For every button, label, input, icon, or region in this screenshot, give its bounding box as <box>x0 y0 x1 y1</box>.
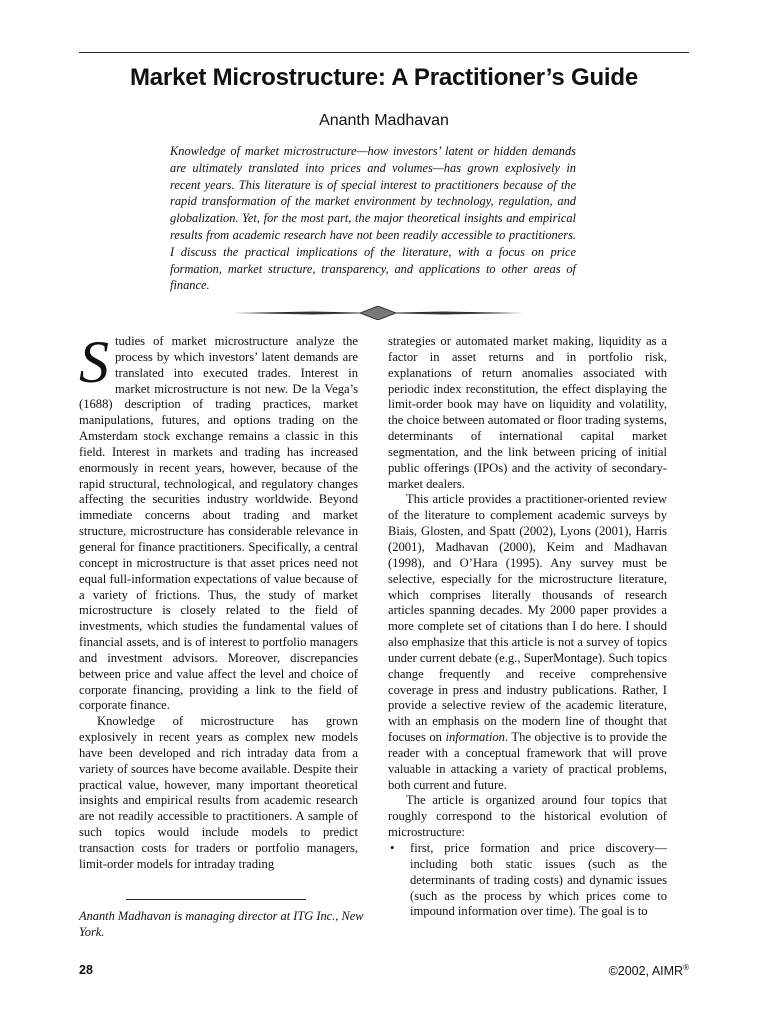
paragraph-3-text-a: This article provides a practitioner-oriented review of the literature to complement academic surveys by Biais, Glosten, and Spatt (2002), Lyons (2001), Harris (2001), Madhavan (2000), Keim and Madhavan (1998), and O’Hara (1995). Any survey must be selective, especially for the microstructure literature, which comprises literally thousands of research articles spanning decades. My 2000 paper provides a more complete set of citations than I do here. I should also emphasize that this article is not a survey of topics under current debate (e.g., SuperMontage). Such topics change frequently and receive comprehensive coverage in press and industry publications. Rather, I provide a selective review of the academic literature, with an emphasis on the modern line of thought that focuses on <box>388 492 667 745</box>
topics-list <box>388 841 667 920</box>
body-column-left <box>79 329 358 873</box>
copyright-notice <box>609 963 689 978</box>
body-column-right <box>388 334 667 920</box>
paragraph-3-text-b: . The objective is to provide the reader with a conceptual framework that will prove valuable in attacking a variety of practical problems, both current and future. <box>388 730 667 792</box>
paragraph-4: The article is organized around four topics that roughly correspond to the historical evolution of microstructure: <box>388 793 667 840</box>
paragraph-3-emphasis: information <box>445 730 505 745</box>
list-item-text: first, price formation and price discovery—including both static issues (such as the determinants of trading costs) and dynamic issues (such as the process by which prices come to impound information over time). The goal is to <box>410 841 667 919</box>
intro-paragraph <box>79 329 358 714</box>
article-author: Ananth Madhavan <box>319 112 449 129</box>
intro-paragraph-text: tudies of market microstructure analyze the process by which investors’ latent demands are translated into executed trades. Interest in market microstructure is not new. De la Vega’s (1688) description of trading practices, market manipulations, futures, and options trading on the Amsterdam stock exchange remains a classic in this field. Interest in markets and trading has increased enormously in recent years, however, because of the rapid structural, technological, and regulatory changes affecting the securities industry worldwide. Beyond immediate concerns about trading and market structure, microstructure has considerable relevance in general for finance practitioners. Specifically, a central concept in microstructure is that asset prices need not equal full-information expectations of value because of a variety of frictions. Thus, the study of market microstructure is closely related to the field of investments, which studies the fundamental values of financial assets, and is of interest to portfolio managers and investment advisors. Moreover, discrepancies between price and value affect the level and choice of corporate financing, providing a link to the field of corporate finance. <box>79 334 358 713</box>
top-rule <box>79 52 689 53</box>
bullet-icon: • <box>390 841 395 855</box>
section-divider-ornament <box>233 306 523 320</box>
page-number: 28 <box>79 963 93 977</box>
author-footnote: Ananth Madhavan is managing director at ITG Inc., New York. <box>79 909 364 939</box>
drop-cap: S <box>79 329 109 395</box>
paragraph-2: Knowledge of microstructure has grown explosively in recent years as complex new models have been developed and rich intraday data from a variety of sources have become available. Despite their practical value, however, many important theoretical insights and empirical results from academic research are not readily accessible to practitioners. A sample of such topics would include models to predict transaction costs for traders or portfolio managers, limit-order models for intraday trading <box>79 714 358 871</box>
paragraph-2-continued: strategies or automated market making, liquidity as a factor in asset returns and in portfolio risk, explanations of return anomalies associated with periodic index reconstitution, the effect displaying the limit-order book may have on liquidity and volatility, the choice between automated or floor trading systems, determinants of international capital market segmentation, and the link between pricing of initial public offerings (IPOs) and the activity of secondary-market dealers. <box>388 334 667 491</box>
article-abstract: Knowledge of market microstructure—how investors’ latent or hidden demands are ultimately translated into prices and volumes—has grown explosively in recent years. This literature is of special interest to practitioners because of the rapid transformation of the market environment by technology, regulation, and globalization. Yet, for the most part, the major theoretical insights and empirical results from academic research have not been readily accessible to practitioners. I discuss the practical implications of the literature, with a focus on price formation, market structure, transparency, and applications to other areas of finance. <box>170 144 576 293</box>
registered-mark: ® <box>683 963 689 972</box>
paragraph-3 <box>388 492 667 793</box>
footnote-rule <box>126 899 306 900</box>
copyright-text: ©2002, AIMR <box>608 964 684 979</box>
list-item <box>388 841 667 920</box>
article-title: Market Microstructure: A Practitioner’s Guide <box>129 64 638 91</box>
